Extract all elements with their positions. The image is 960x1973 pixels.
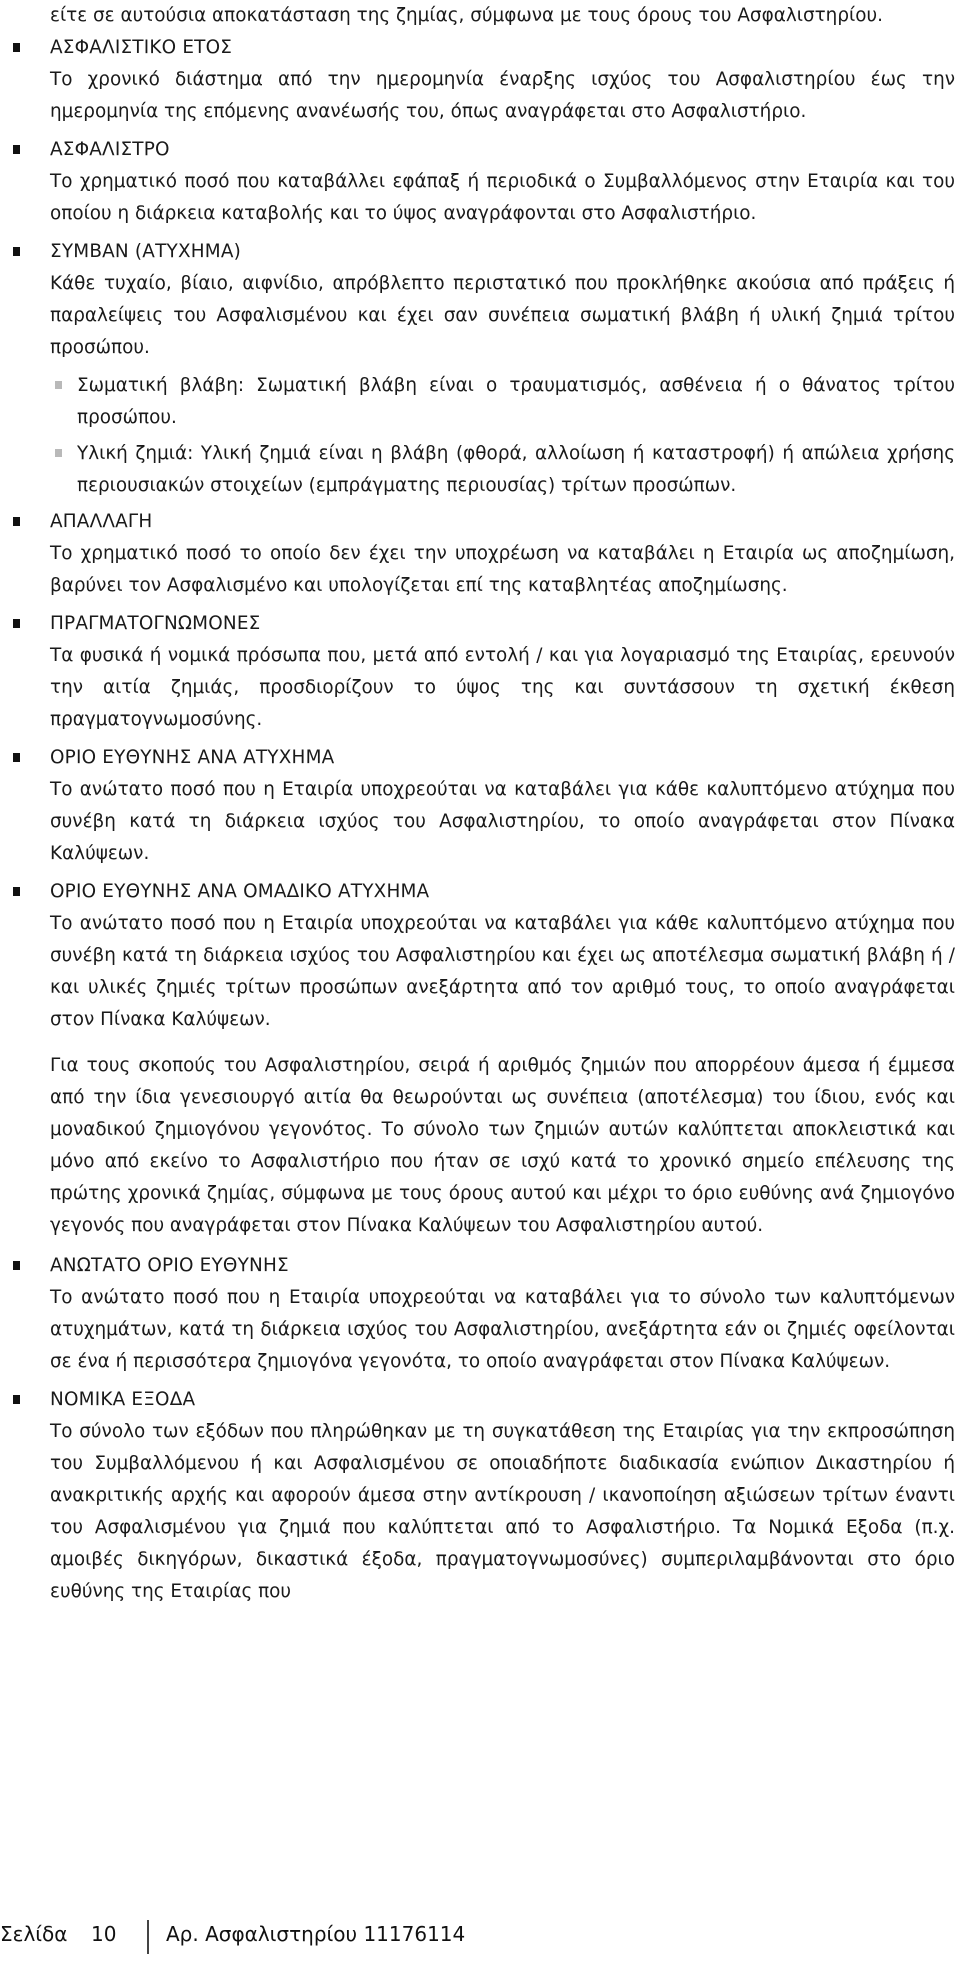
definition-body: Τα φυσικά ή νομικά πρόσωπα που, μετά από εντολή / και για λογαριασμό της Εταιρίας, ερευνούν την αιτία ζημιάς, προσδιορίζουν το ύψος της και συντάσσουν τη σχετική έκθεση πραγματογνωμοσύνης. bbox=[50, 645, 955, 730]
square-bullet-icon bbox=[13, 517, 20, 526]
definition-title: ΟΡΙΟ ΕΥΘΥΝΗΣ ΑΝΑ ΑΤΥΧΗΜΑ bbox=[50, 747, 335, 768]
page-footer bbox=[0, 1916, 960, 1952]
square-bullet-icon bbox=[13, 753, 20, 762]
page-number: 10 bbox=[91, 1922, 117, 1946]
definition-insurance-year bbox=[50, 32, 955, 128]
definition-title: ΠΡΑΓΜΑΤΟΓΝΩΜΟΝΕΣ bbox=[50, 613, 261, 634]
definition-body: Το ανώτατο ποσό που η Εταιρία υποχρεούται να καταβάλει για κάθε καλυπτόμενο ατύχημα που συνέβη κατά τη διάρκεια ισχύος του Ασφαλιστηρίου, το οποίο αναγράφεται στον Πίνακα Καλύψεων. bbox=[50, 779, 955, 864]
sub-definition-bodily-injury bbox=[50, 370, 955, 434]
square-bullet-icon bbox=[13, 247, 20, 256]
definition-title: ΑΝΩΤΑΤΟ ΟΡΙΟ ΕΥΘΥΝΗΣ bbox=[50, 1255, 289, 1276]
definition-title: ΟΡΙΟ ΕΥΘΥΝΗΣ ΑΝΑ ΟΜΑΔΙΚΟ ΑΤΥΧΗΜΑ bbox=[50, 881, 430, 902]
definition-body: Το χρηματικό ποσό που καταβάλλει εφάπαξ ή περιοδικά ο Συμβαλλόμενος στην Εταιρία και του οποίου η διάρκεια καταβολής και το ύψος αναγράφονται στο Ασφαλιστήριο. bbox=[50, 171, 955, 224]
policy-number: Αρ. Ασφαλιστηρίου 11176114 bbox=[166, 1922, 466, 1946]
definition-body: Το χρηματικό ποσό το οποίο δεν έχει την υποχρέωση να καταβάλει η Εταιρία ως αποζημίωση, βαρύνει τον Ασφαλισμένο και υπολογίζεται επί της καταβλητέας αποζημίωσης. bbox=[50, 543, 955, 596]
definition-body: Το σύνολο των εξόδων που πληρώθηκαν με τη συγκατάθεση της Εταιρίας για την εκπροσώπηση του Συμβαλλόμενου ή και Ασφαλισμένου σε οποιαδήποτε διαδικασία ενώπιον Δικαστηρίου ή ανακριτικής αρχής και αφορούν άμεσα στην αντίκρουση / ικανοποίηση αξιώσεων τρίτων έναντι του Ασφαλισμένου για ζημιά που καλύπτεται από το Ασφαλιστήριο. Τα Νομικά Εξοδα (π.χ. αμοιβές δικηγόρων, δικαστικά έξοδα, πραγματογνωμοσύνες) συμπεριλαμβάνονται στο όριο ευθύνης της Εταιρίας που bbox=[50, 1421, 955, 1602]
square-bullet-icon bbox=[13, 619, 20, 628]
definition-body: Το ανώτατο ποσό που η Εταιρία υποχρεούται να καταβάλει για κάθε καλυπτόμενο ατύχημα που συνέβη κατά τη διάρκεια ισχύος του Ασφαλιστηρίου και έχει ως αποτέλεσμα σωματική βλάβη ή / και υλικές ζημιές τρίτων προσώπων ανεξάρτητα από τον αριθμό τους, το οποίο αναγράφεται στον Πίνακα Καλύψεων. bbox=[50, 913, 955, 1030]
definition-extra-paragraph: Για τους σκοπούς του Ασφαλιστηρίου, σειρά ή αριθμός ζημιών που απορρέουν άμεσα ή έμμεσα από την ίδια γενεσιουργό αιτία θα θεωρούνται ως συνέπεια (αποτέλεσμα) του ίδιου, ενός και μοναδικού ζημιογόνου γεγονότος. Το σύνολο των ζημιών αυτών καλύπτεται αποκλειστικά και μόνο από εκείνο το Ασφαλιστήριο που ήταν σε ισχύ κατά το χρονικό σημείο επέλευσης της πρώτης χρονικά ζημίας, σύμφωνα με τους όρους αυτού και μέχρι το όριο ευθύνης ανά ζημιογόνο γεγονός που αναγράφεται στον Πίνακα Καλύψεων του Ασφαλιστηρίου αυτού. bbox=[50, 1055, 955, 1236]
footer-divider bbox=[147, 1920, 149, 1954]
document-body bbox=[50, 0, 955, 1614]
grey-square-bullet-icon bbox=[55, 449, 62, 457]
definition-deductible bbox=[50, 506, 955, 602]
definition-title: ΑΣΦΑΛΙΣΤΡΟ bbox=[50, 139, 170, 160]
definition-title: ΝΟΜΙΚΑ ΕΞΟΔΑ bbox=[50, 1389, 196, 1410]
sub-definition-text: Υλική ζημιά: Υλική ζημιά είναι η βλάβη (φθορά, αλλοίωση ή καταστροφή) ή απώλεια χρήσης περιουσιακών στοιχείων (εμπράγματης περιουσίας) τρίτων προσώπων. bbox=[77, 443, 955, 496]
definition-title: ΣΥΜΒΑΝ (ΑΤΥΧΗΜΑ) bbox=[50, 241, 241, 262]
grey-square-bullet-icon bbox=[55, 381, 62, 389]
definition-loss-adjusters bbox=[50, 608, 955, 736]
continuation-text: είτε σε αυτούσια αποκατάσταση της ζημίας, σύμφωνα με τους όρους του Ασφαλιστηρίου. bbox=[50, 5, 883, 26]
definition-limit-per-group-accident bbox=[50, 876, 955, 1242]
definition-premium bbox=[50, 134, 955, 230]
square-bullet-icon bbox=[13, 1395, 20, 1404]
square-bullet-icon bbox=[13, 43, 20, 52]
definition-title: ΑΠΑΛΛΑΓΗ bbox=[50, 511, 153, 532]
sub-definition-text: Σωματική βλάβη: Σωματική βλάβη είναι ο τραυματισμός, ασθένεια ή ο θάνατος τρίτου προσώπου. bbox=[77, 375, 955, 428]
square-bullet-icon bbox=[13, 887, 20, 896]
definition-legal-expenses bbox=[50, 1384, 955, 1608]
definition-limit-per-accident bbox=[50, 742, 955, 870]
definition-body: Κάθε τυχαίο, βίαιο, αιφνίδιο, απρόβλεπτο περιστατικό που προκλήθηκε ακούσια από πράξεις ή παραλείψεις του Ασφαλισμένου και έχει σαν συνέπεια σωματική βλάβη ή υλική ζημιά τρίτου προσώπου. bbox=[50, 273, 955, 358]
definition-aggregate-limit bbox=[50, 1250, 955, 1378]
square-bullet-icon bbox=[13, 145, 20, 154]
page-label: Σελίδα bbox=[0, 1922, 68, 1946]
definition-accident bbox=[50, 236, 955, 502]
definition-title: ΑΣΦΑΛΙΣΤΙΚΟ ΕΤΟΣ bbox=[50, 37, 233, 58]
square-bullet-icon bbox=[13, 1261, 20, 1270]
sub-definition-property-damage bbox=[50, 438, 955, 502]
definition-body: Το ανώτατο ποσό που η Εταιρία υποχρεούται να καταβάλει για το σύνολο των καλυπτόμενων ατυχημάτων, κατά τη διάρκεια ισχύος του Ασφαλιστηρίου, ανεξάρτητα εάν οι ζημιές οφείλονται σε ένα ή περισσότερα ζημιογόνα γεγονότα, το οποίο αναγράφεται στον Πίνακα Καλύψεων. bbox=[50, 1287, 955, 1372]
definition-body: Το χρονικό διάστημα από την ημερομηνία έναρξης ισχύος του Ασφαλιστηρίου έως την ημερομηνία της επόμενης ανανέωσής του, όπως αναγράφεται στο Ασφαλιστήριο. bbox=[50, 69, 955, 122]
